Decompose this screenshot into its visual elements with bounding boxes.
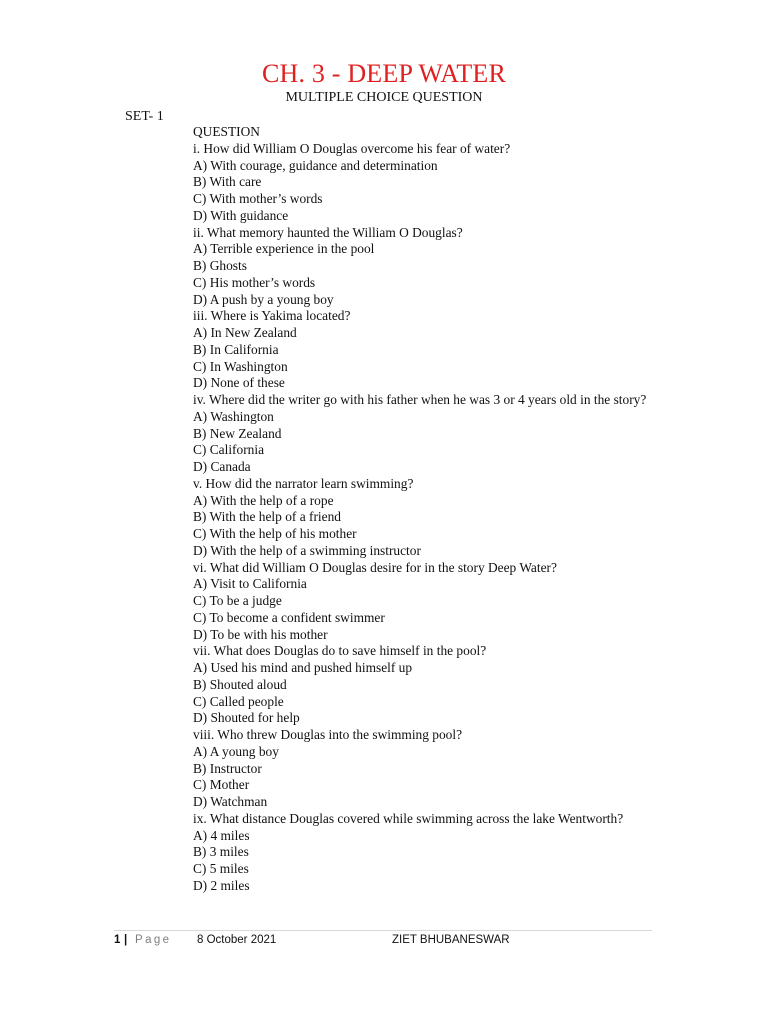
question-text: vi. What did William O Douglas desire for in the story Deep Water? (193, 559, 557, 575)
answer-option: C) California (193, 442, 265, 458)
answer-option: C) His mother’s words (193, 274, 316, 290)
answer-option: B) With the help of a friend (193, 509, 341, 525)
question-text: ii. What memory haunted the William O Douglas? (193, 224, 463, 240)
answer-option: D) None of these (193, 375, 285, 391)
footer-separator: | (124, 934, 128, 946)
answer-option: C) Called people (193, 693, 284, 709)
answer-option: C) With the help of his mother (193, 526, 357, 541)
page-word: Page (135, 934, 172, 946)
answer-option: D) Canada (193, 459, 251, 474)
answer-option: C) To be a judge (193, 593, 282, 608)
answer-option: A) Used his mind and pushed himself up (193, 660, 413, 675)
answer-option: D) A push by a young boy (193, 291, 334, 307)
answer-option: B) 3 miles (193, 844, 249, 860)
answer-option: B) In California (193, 341, 279, 357)
answer-option: B) Instructor (193, 760, 262, 776)
answer-option: A) With courage, guidance and determination (193, 157, 438, 173)
answer-option: B) Ghosts (193, 258, 247, 273)
question-text: ix. What distance Douglas covered while swimming across the lake Wentworth? (193, 810, 624, 826)
answer-option: B) Shouted aloud (193, 676, 287, 692)
question-text: vii. What does Douglas do to save himself in the pool? (193, 643, 487, 659)
page-footer (114, 932, 674, 948)
section-subtitle: MULTIPLE CHOICE QUESTION (285, 90, 483, 105)
question-text: iii. Where is Yakima located? (193, 308, 351, 324)
answer-option: A) With the help of a rope (193, 492, 334, 508)
footer-date: 8 October 2021 (197, 934, 277, 946)
answer-option: D) With the help of a swimming instructor (193, 542, 421, 558)
chapter-title: CH. 3 - DEEP WATER (261, 59, 507, 88)
answer-option: A) In New Zealand (193, 325, 297, 340)
question-text: iv. Where did the writer go with his father when he was 3 or 4 years old in the story? (193, 392, 647, 407)
answer-option: D) With guidance (193, 207, 289, 223)
footer-divider (114, 930, 652, 931)
question-text: i. How did William O Douglas overcome his fear of water? (193, 140, 511, 156)
answer-option: D) Shouted for help (193, 710, 300, 726)
answer-option: A) Terrible experience in the pool (193, 241, 375, 257)
answer-option: C) To become a confident swimmer (193, 609, 385, 625)
answer-option: D) 2 miles (193, 877, 250, 893)
answer-option: A) 4 miles (193, 827, 250, 843)
page-number: 1 (114, 934, 121, 946)
question-text: v. How did the narrator learn swimming? (193, 475, 414, 491)
answer-option: C) In Washington (193, 358, 288, 374)
answer-option: C) With mother’s words (193, 191, 323, 206)
answer-option: D) To be with his mother (193, 626, 328, 642)
footer-organization: ZIET BHUBANESWAR (392, 934, 510, 946)
question-heading: QUESTION (193, 124, 260, 139)
answer-option: A) Visit to California (193, 576, 307, 592)
question-list (193, 124, 713, 895)
answer-option: B) With care (193, 174, 262, 190)
set-label: SET- 1 (125, 109, 164, 124)
answer-option: B) New Zealand (193, 425, 282, 441)
answer-option: D) Watchman (193, 794, 268, 809)
answer-option: A) A young boy (193, 743, 279, 759)
answer-option: C) Mother (193, 777, 250, 793)
answer-option: C) 5 miles (193, 861, 249, 876)
question-text: viii. Who threw Douglas into the swimming pool? (193, 727, 463, 742)
answer-option: A) Washington (193, 408, 274, 424)
